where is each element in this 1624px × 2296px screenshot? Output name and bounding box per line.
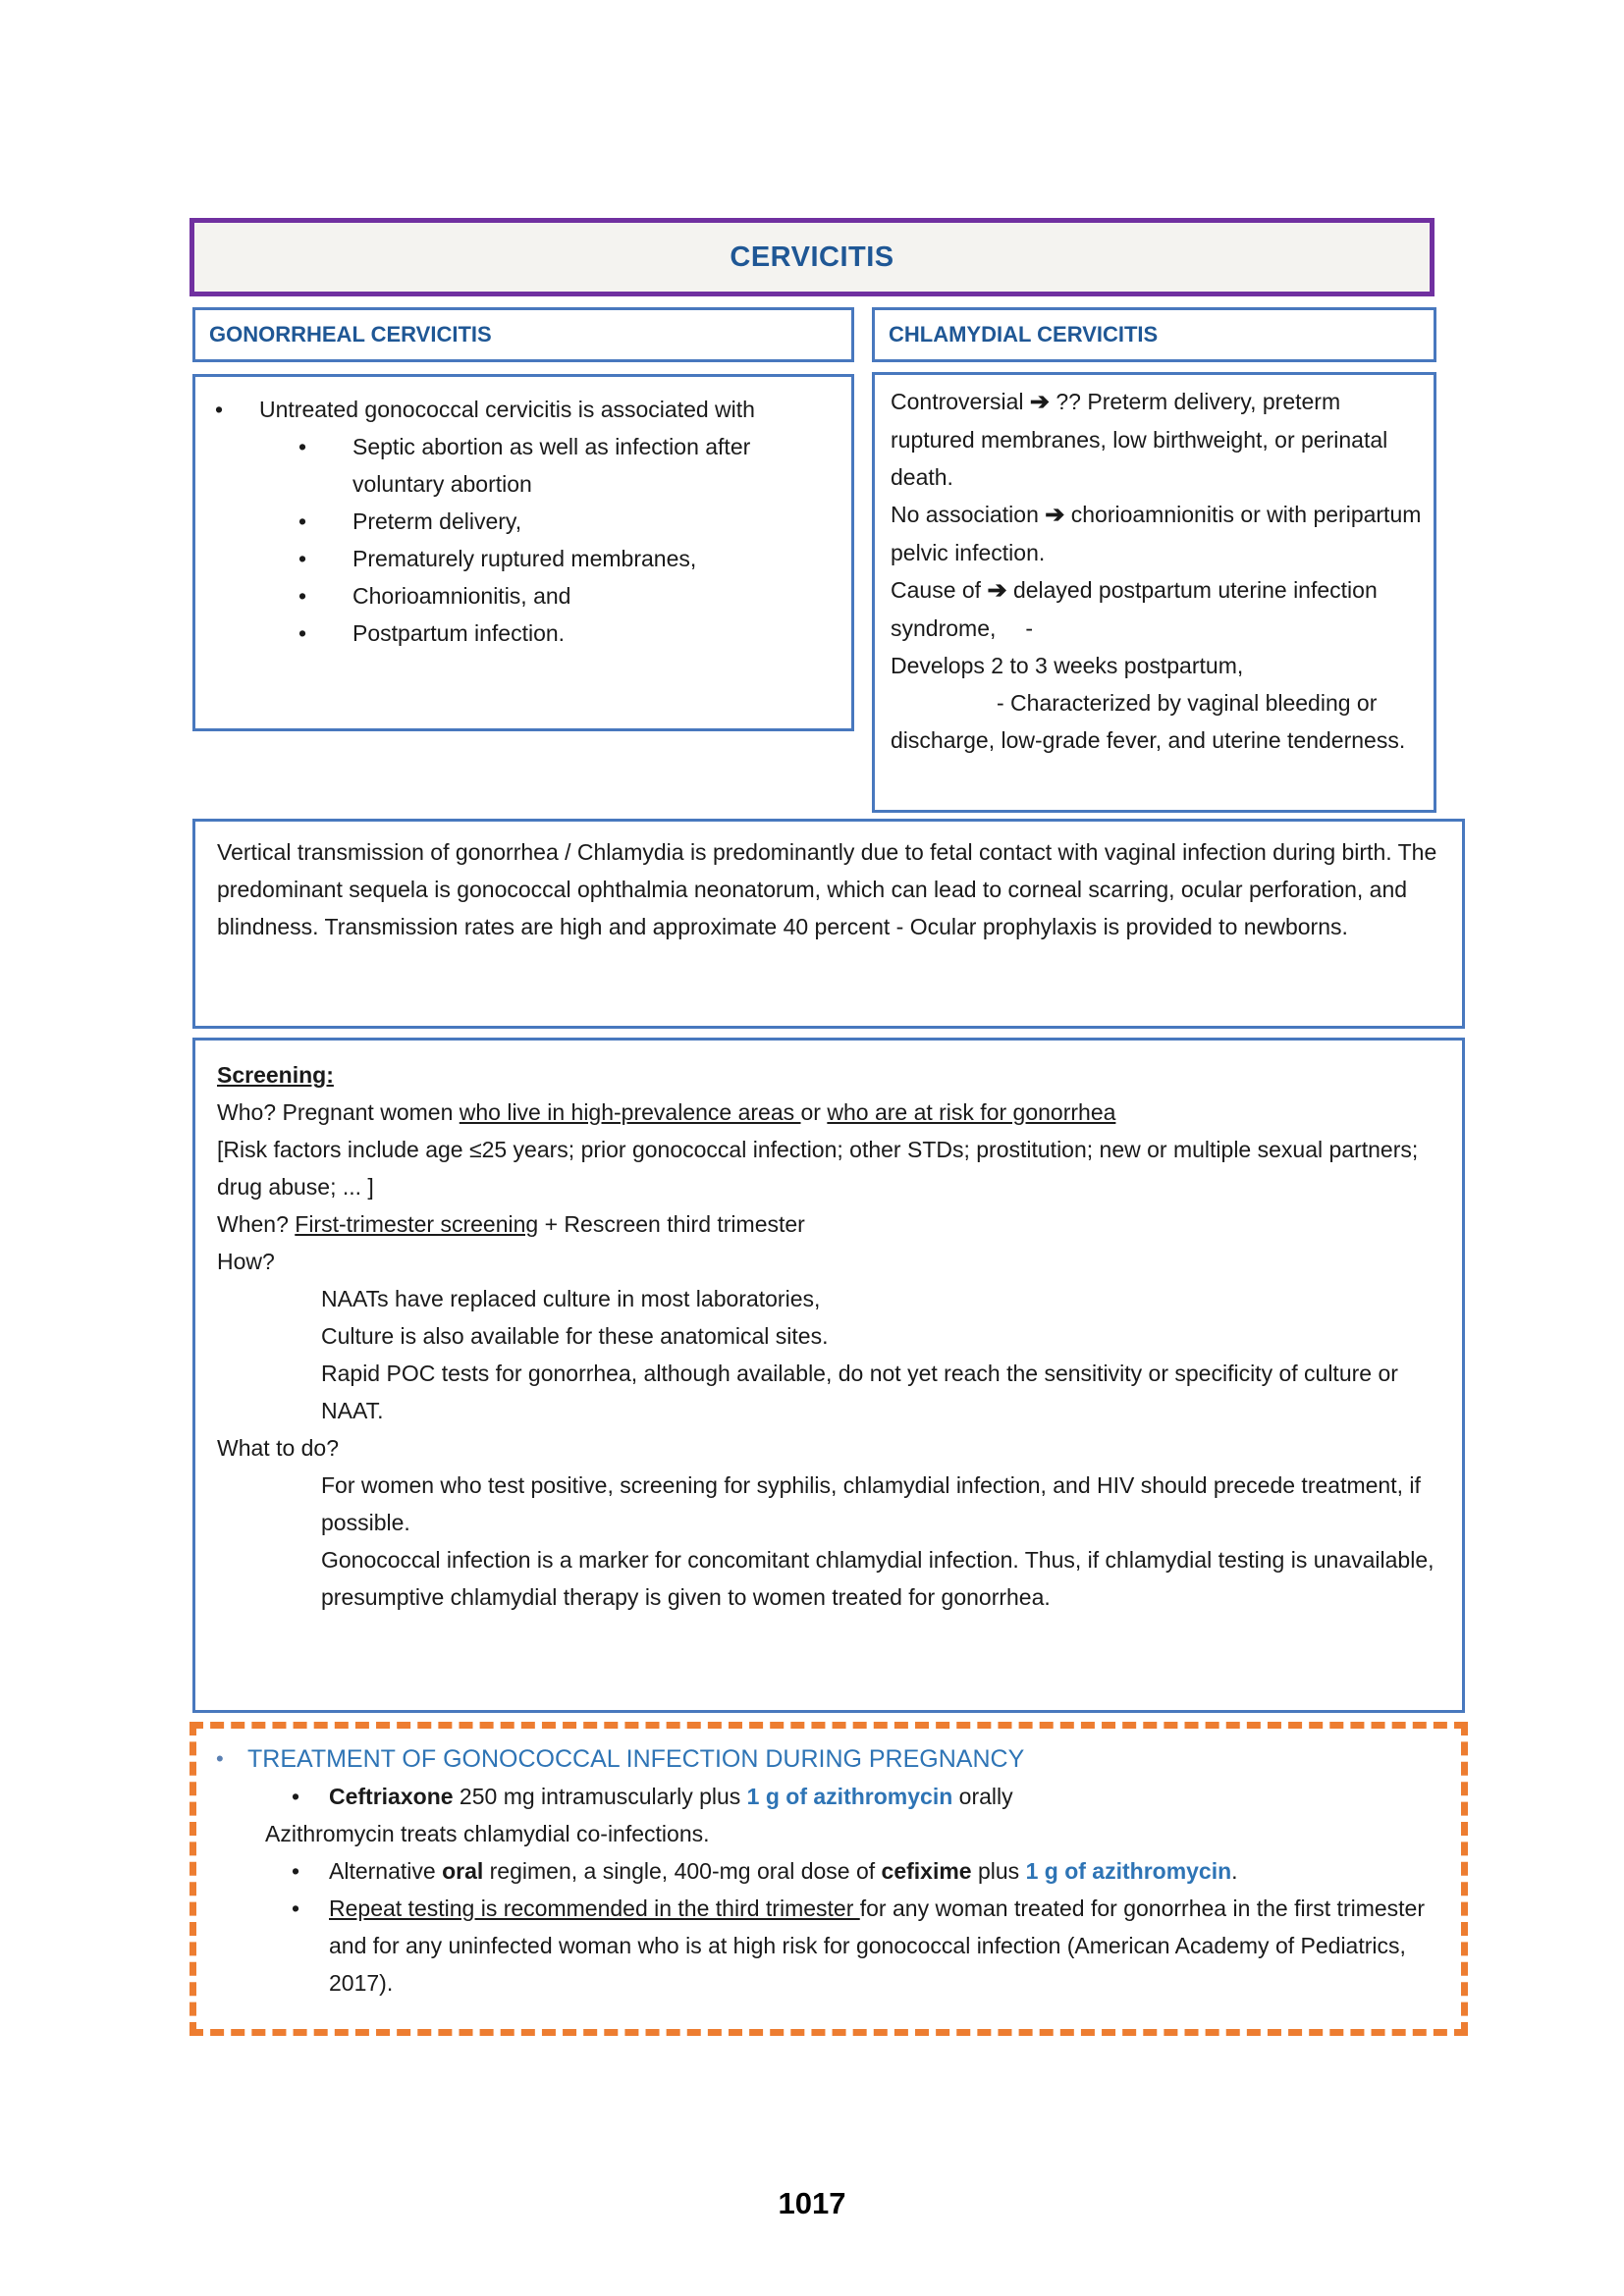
chlamydial-header-box xyxy=(872,307,1436,362)
list-item xyxy=(298,428,841,503)
list-item xyxy=(298,614,841,652)
bullet-icon: • xyxy=(298,508,307,534)
text: 1 g of azithromycin xyxy=(746,1784,953,1809)
list-item-text xyxy=(329,1778,1013,1815)
paragraph xyxy=(891,496,1426,571)
text: who live in high-prevalence areas xyxy=(459,1099,801,1125)
text: regimen, a single, 400-mg oral dose of xyxy=(483,1858,882,1884)
list-item-text: Prematurely ruptured membranes, xyxy=(352,546,697,571)
list-item xyxy=(298,503,841,540)
text: First-trimester screening xyxy=(295,1211,539,1237)
arrow-icon: ➔ xyxy=(1045,502,1065,528)
list-item xyxy=(298,577,841,614)
treatment-heading-text: TREATMENT OF GONOCOCCAL INFECTION DURING PREGNANCY xyxy=(247,1745,1025,1773)
text: or xyxy=(800,1099,828,1125)
paragraph: Rapid POC tests for gonorrhea, although available, do not yet reach the sensitivity or specificity of culture or NAAT. xyxy=(321,1361,1398,1423)
page-number: 1017 xyxy=(778,2186,846,2220)
treatment-box xyxy=(189,1722,1468,2036)
list-item-text: Postpartum infection. xyxy=(352,620,566,646)
arrow-icon: ➔ xyxy=(1029,389,1050,415)
paragraph xyxy=(217,1205,1438,1243)
text: who are at risk for gonorrhea xyxy=(827,1099,1116,1125)
text: delayed postpartum uterine infection syndrome, xyxy=(891,577,1378,641)
bullet-icon: • xyxy=(292,1858,300,1884)
paragraph xyxy=(217,1094,1438,1131)
paragraph: What to do? xyxy=(217,1435,340,1461)
indented-block xyxy=(217,1467,1438,1616)
text: for any woman treated for gonorrhea in the first trimester and for any uninfected woman who is at high risk for gonococcal infection (American Academy of Pediatrics, 2017). xyxy=(329,1896,1426,1996)
text: ?? Preterm delivery, preterm ruptured membranes, low birthweight, or perinatal death. xyxy=(891,389,1388,490)
text: Alternative xyxy=(329,1858,443,1884)
paragraph xyxy=(217,1131,1438,1205)
text: Controversial xyxy=(891,389,1030,414)
text: When? xyxy=(217,1211,296,1237)
paragraph: Develops 2 to 3 weeks postpartum, xyxy=(891,653,1244,678)
page-title: CERVICITIS xyxy=(730,240,894,273)
list-item xyxy=(215,391,841,428)
list-item-text: Untreated gonococcal cervicitis is associated with xyxy=(259,397,755,422)
arrow-icon: ➔ xyxy=(987,577,1007,604)
bullet-icon: • xyxy=(298,583,307,609)
gonorrheal-header-label: GONORRHEAL CERVICITIS xyxy=(209,322,492,347)
list-item-text: Chorioamnionitis, and xyxy=(352,583,571,609)
list-item xyxy=(292,1852,1437,1890)
text: 1 g of azithromycin xyxy=(1025,1858,1232,1884)
section-heading xyxy=(217,1056,1438,1094)
bullet-icon: • xyxy=(215,397,224,422)
list-item xyxy=(292,1778,1437,1815)
paragraph xyxy=(891,571,1426,647)
vertical-transmission-box xyxy=(192,819,1465,1029)
text: . xyxy=(1231,1858,1238,1884)
paragraph: Culture is also available for these anatomical sites. xyxy=(321,1323,829,1349)
bullet-icon: • xyxy=(292,1896,300,1921)
text: - xyxy=(1025,615,1034,641)
list-item xyxy=(298,540,841,577)
text: plus xyxy=(971,1858,1026,1884)
bullet-icon: • xyxy=(298,434,307,459)
text: cefixime xyxy=(881,1858,972,1884)
bullet-icon: • xyxy=(298,620,307,646)
list-item-text xyxy=(329,1852,1238,1890)
text: 250 mg intramuscularly plus xyxy=(453,1784,747,1809)
bullet-icon: • xyxy=(216,1746,224,1771)
paragraph: - Characterized by vaginal bleeding or discharge, low-grade fever, and uterine tenderness. xyxy=(891,690,1406,753)
text: [ xyxy=(217,1137,224,1162)
gonorrheal-header-box xyxy=(192,307,854,362)
paragraph xyxy=(891,383,1426,496)
chlamydial-header-label: CHLAMYDIAL CERVICITIS xyxy=(889,322,1159,347)
list-item-text: Preterm delivery, xyxy=(352,508,522,534)
text: Cause of xyxy=(891,577,988,603)
text: Ceftriaxone xyxy=(329,1784,454,1809)
text: Repeat testing is recommended in the third trimester xyxy=(329,1896,860,1921)
text: + Rescreen third trimester xyxy=(538,1211,805,1237)
text: Who? Pregnant women xyxy=(217,1099,460,1125)
list-item-text xyxy=(329,1890,1437,2002)
screening-box xyxy=(192,1038,1465,1713)
text: orally xyxy=(952,1784,1013,1809)
text: Risk factors include age ≤25 years; prior gonococcal infection; other STDs; prostitution; new or multiple sexual partners; drug abuse; ... ] xyxy=(217,1137,1419,1200)
list-item-text: Septic abortion as well as infection after voluntary abortion xyxy=(352,434,751,497)
bullet-icon: • xyxy=(292,1784,300,1809)
paragraph: How? xyxy=(217,1249,275,1274)
text: chorioamnionitis or with peripartum pelvic infection. xyxy=(891,502,1422,565)
treatment-heading xyxy=(216,1740,1437,1778)
text: oral xyxy=(442,1858,484,1884)
list-item xyxy=(292,1890,1437,2002)
paragraph: Gonococcal infection is a marker for concomitant chlamydial infection. Thus, if chlamydial testing is unavailable, presumptive chlamydial therapy is given to women treated for gonorrhea. xyxy=(321,1547,1435,1610)
paragraph: Azithromycin treats chlamydial co-infections. xyxy=(265,1821,710,1846)
paragraph: For women who test positive, screening for syphilis, chlamydial infection, and HIV should precede treatment, if possible. xyxy=(321,1472,1421,1535)
chlamydial-content-box xyxy=(872,372,1436,813)
text: No association xyxy=(891,502,1046,527)
gonorrheal-content-box xyxy=(192,374,854,731)
paragraph: NAATs have replaced culture in most laboratories, xyxy=(321,1286,821,1311)
bullet-icon: • xyxy=(298,546,307,571)
text: Screening: xyxy=(217,1062,334,1088)
title-box xyxy=(189,218,1435,296)
indented-block xyxy=(217,1280,1438,1429)
paragraph: Vertical transmission of gonorrhea / Chlamydia is predominantly due to fetal contact with vaginal infection during birth. The predominant sequela is gonococcal ophthalmia neonatorum, which can lead to corneal scarring, ocular perforation, and blindness. Transmission rates are high and approximate 40 percent - Ocular prophylaxis is provided to newborns. xyxy=(217,839,1437,939)
